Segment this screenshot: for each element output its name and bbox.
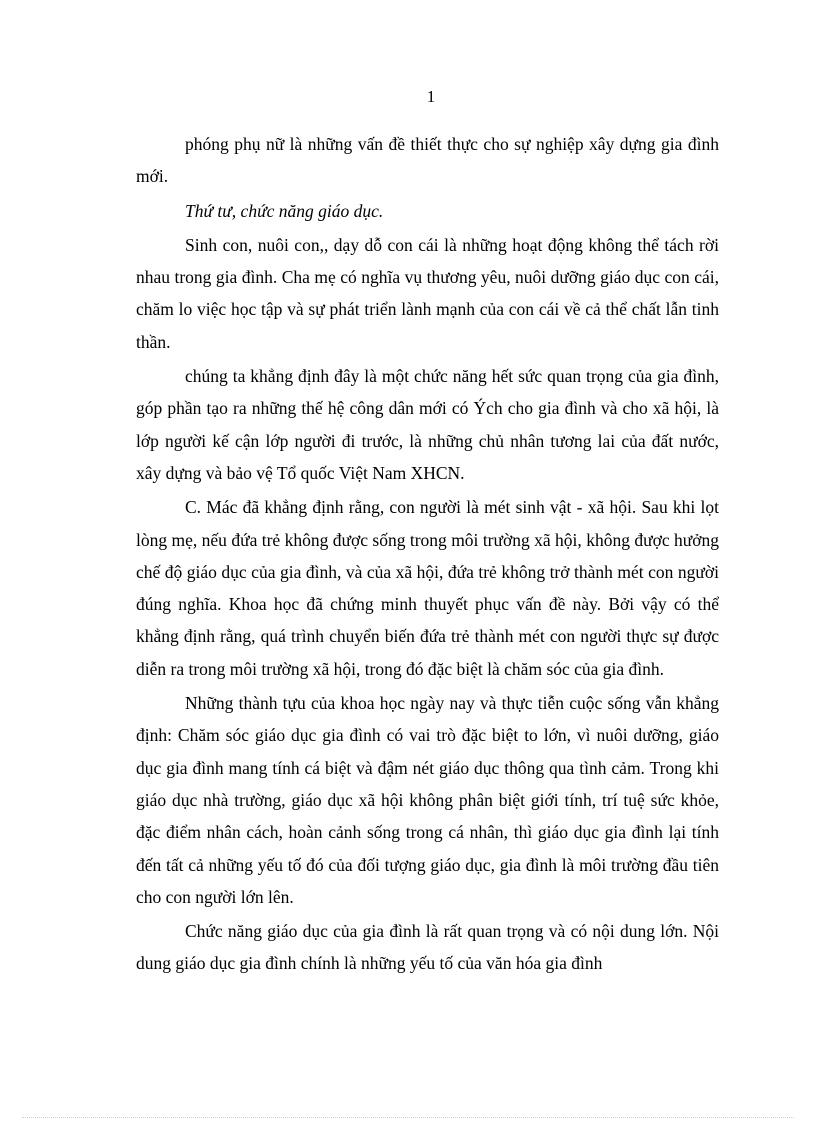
paragraph: Chức năng giáo dục của gia đình là rất quan trọng và có nội dung lớn. Nội dung giáo dục gia đình chính là những yếu tố của văn hóa gia đình — [136, 921, 719, 974]
page-bottom-divider — [22, 1117, 794, 1118]
paragraph: Sinh con, nuôi con,, dạy dỗ con cái là những hoạt động không thể tách rời nhau trong gia đình. Cha mẹ có nghĩa vụ thương yêu, nuôi dưỡng giáo dục con cái, chăm lo việc học tập và sự phát triển lành mạnh của con cái về cả thể chất lẫn tinh thần. — [136, 234, 719, 352]
page-number: 1 — [426, 87, 436, 106]
paragraph: chúng ta khẳng định đây là một chức năng hết sức quan trọng của gia đình, góp phần tạo ra những thế hệ công dân mới có Ých cho gia đình và cho xã hội, là lớp người kế cận lớp người đi trước, là những chủ nhân tương lai của đất nước, xây dựng và bảo vệ Tổ quốc Việt Nam XHCN. — [136, 366, 719, 483]
paragraph: Những thành tựu của khoa học ngày nay và thực tiễn cuộc sống vẫn khẳng định: Chăm sóc giáo dục gia đình có vai trò đặc biệt to lớn, vì nuôi dưỡng, giáo dục gia đình mang tính cá biệt và đậm nét giáo dục thông qua tình cảm. Trong khi giáo dục nhà trường, giáo dục xã hội không phân biệt giới tính, trí tuệ sức khỏe, đặc điểm nhân cách, hoàn cảnh sống trong cá nhân, thì giáo dục gia đình lại tính đến tất cả những yếu tố đó của đối tượng giáo dục, gia đình là môi trường đầu tiên cho con người lớn lên. — [136, 693, 719, 907]
section-heading: Thứ tư, chức năng giáo dục. — [185, 200, 384, 221]
document-body — [136, 128, 719, 980]
paragraph-continuation: phóng phụ nữ là những vấn đề thiết thực cho sự nghiệp xây dựng gia đình mới. — [136, 134, 719, 187]
paragraph: C. Mác đã khẳng định rằng, con người là mét sinh vật - xã hội. Sau khi lọt lòng mẹ, nếu đứa trẻ không được sống trong môi trường xã hội, không được hưởng chế độ giáo dục của gia đình, và của xã hội, đứa trẻ không trở thành mét con người đúng nghĩa. Khoa học đã chứng minh thuyết phục vấn đề này. Bởi vậy có thể khẳng định rằng, quá trình chuyển biến đứa trẻ thành mét con người thực sự được diễn ra trong môi trường xã hội, trong đó đặc biệt là chăm sóc của gia đình. — [136, 497, 719, 679]
